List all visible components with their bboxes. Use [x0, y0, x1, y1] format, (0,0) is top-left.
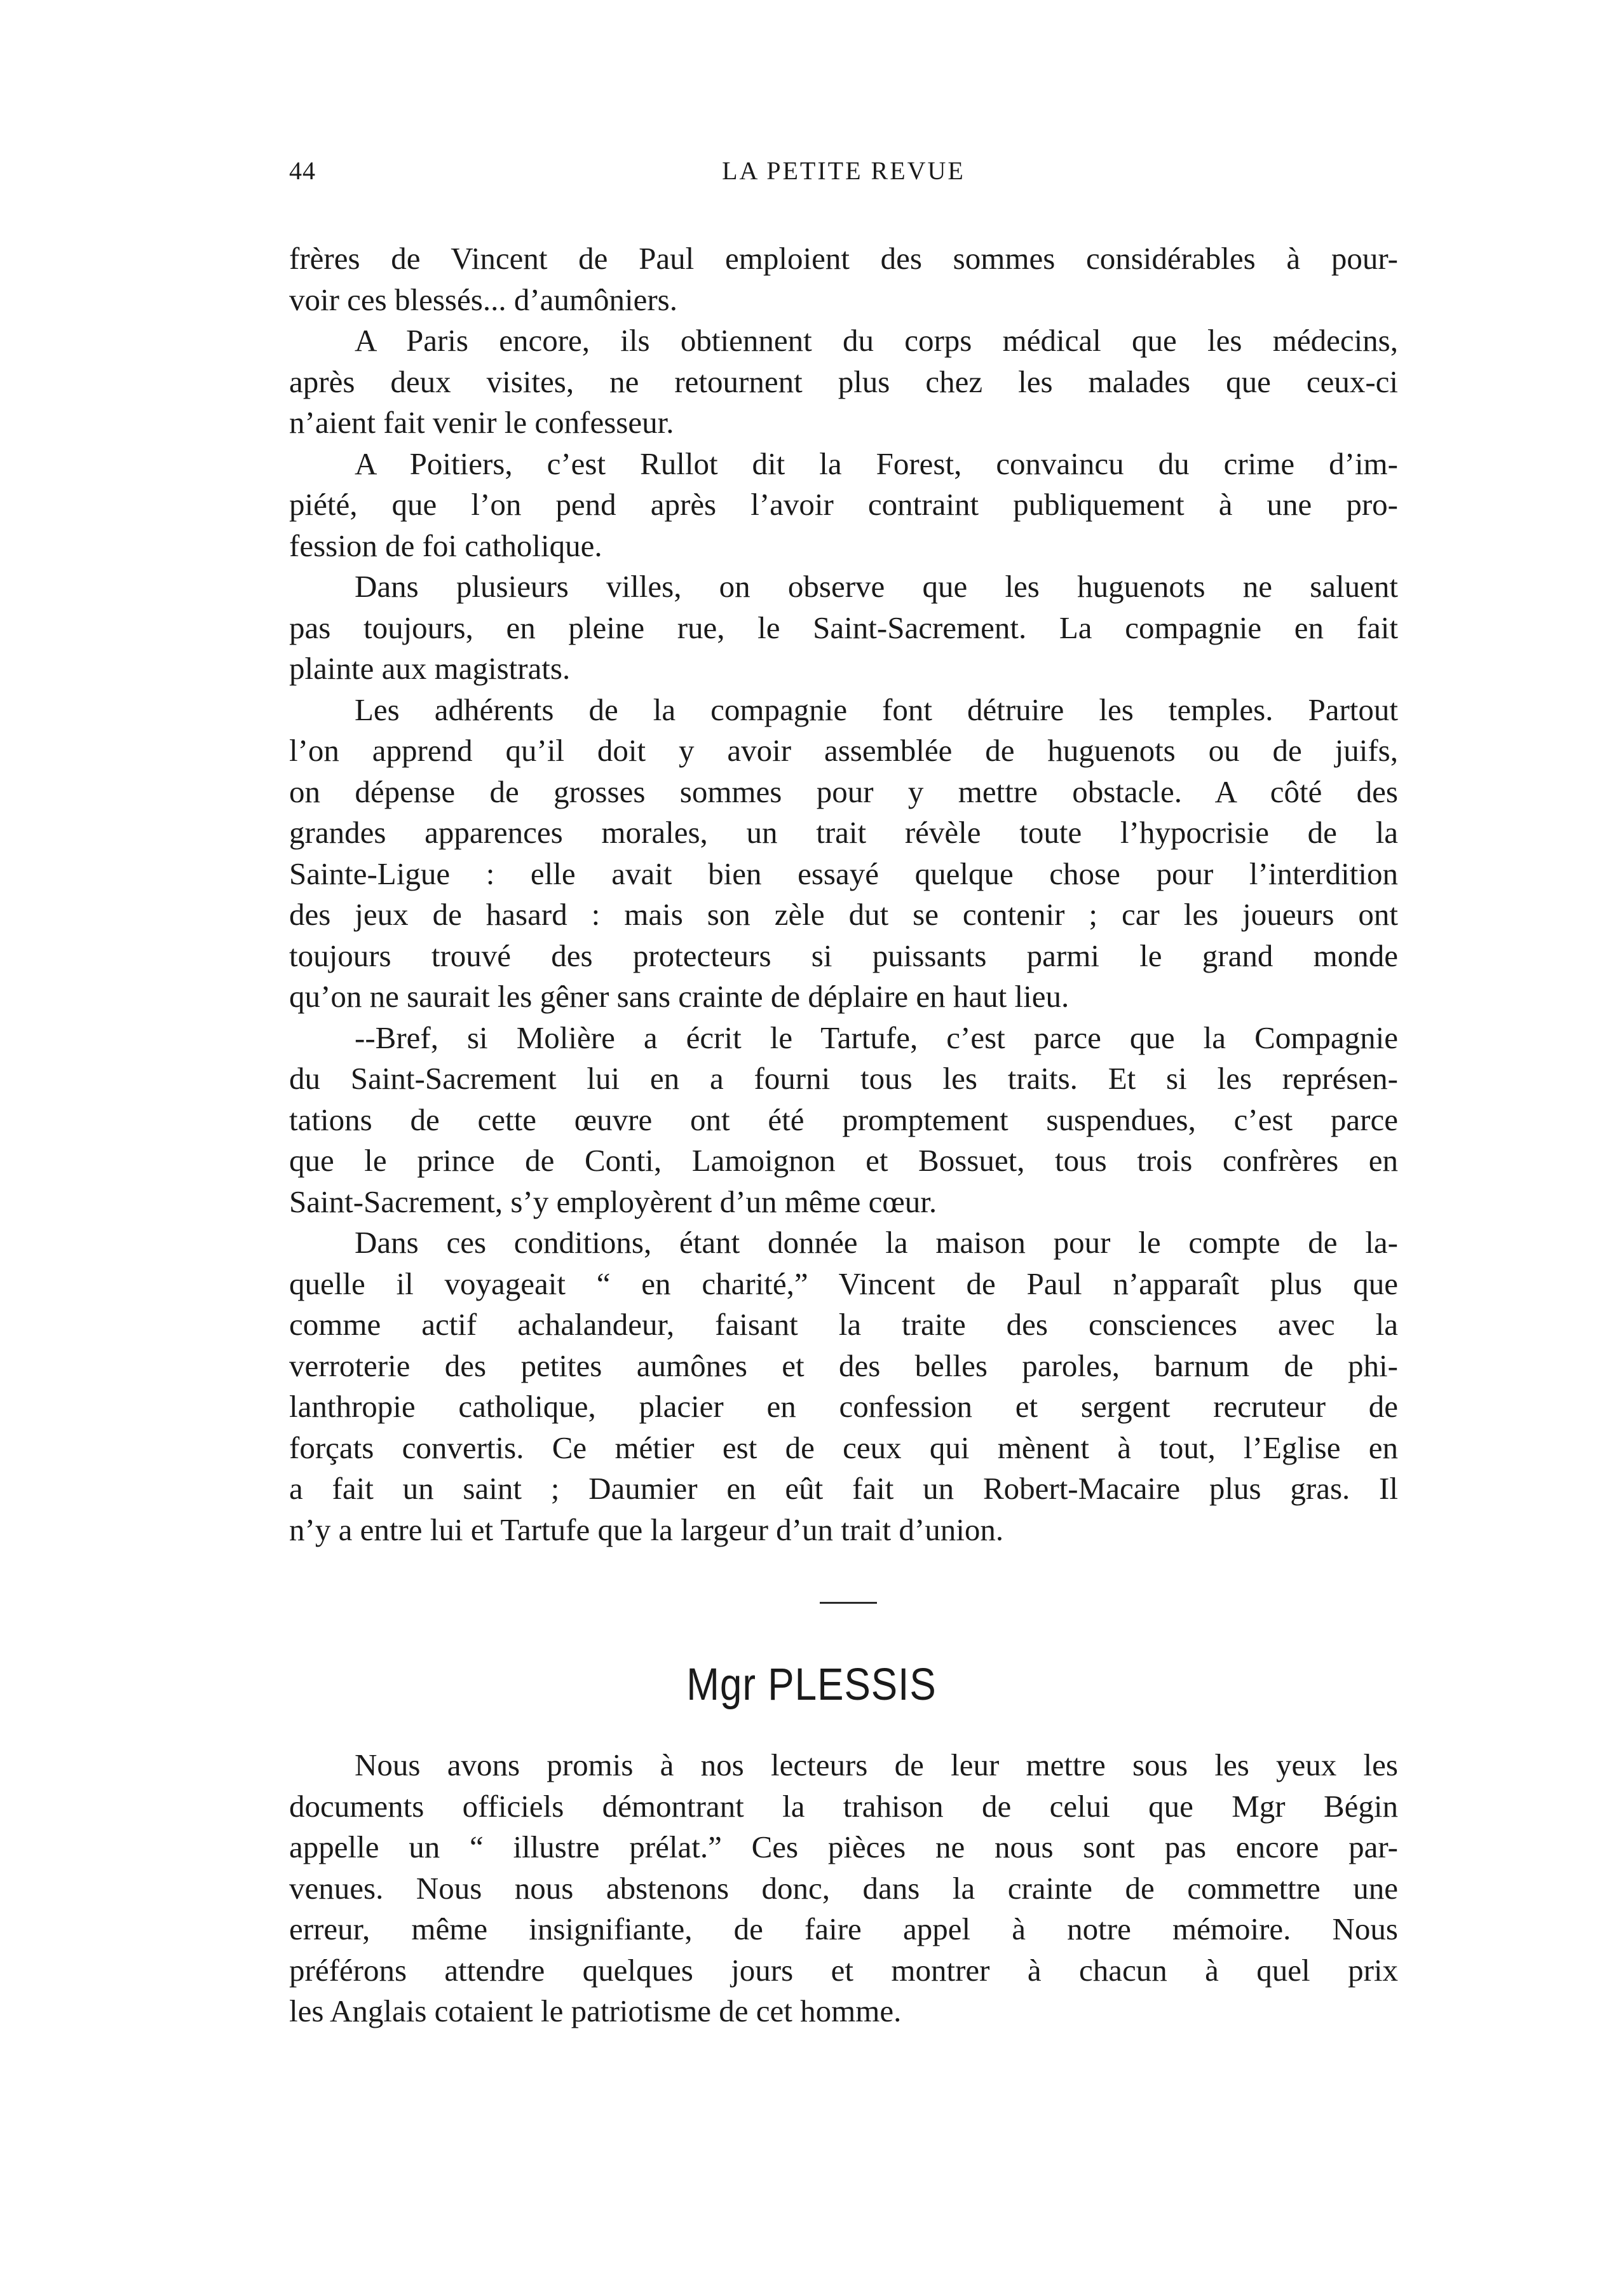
text-line: plainte aux magistrats.	[289, 651, 571, 686]
section-separator	[820, 1602, 877, 1604]
text-line: qu’on ne saurait les gêner sans crainte de déplaire en haut lieu.	[289, 979, 1070, 1014]
text-line: Saint-Sacrement, s’y employèrent d’un même cœur.	[289, 1184, 937, 1219]
text-line: lanthropie catholique, placier en confession et sergent recruteur de	[289, 1389, 1398, 1424]
text-line: les Anglais cotaient le patriotisme de cet homme.	[289, 1993, 902, 2028]
article-body	[289, 238, 1398, 1550]
text-line: quelle il voyageait “ en charité,” Vincent de Paul n’apparaît plus que	[289, 1266, 1398, 1301]
text-line: appelle un “ illustre prélat.” Ces pièces ne nous sont pas encore par-	[289, 1829, 1398, 1864]
text-line: --Bref, si Molière a écrit le Tartufe, c’est parce que la Compagnie	[355, 1020, 1398, 1055]
text-line: Nous avons promis à nos lecteurs de leur mettre sous les yeux les	[355, 1747, 1398, 1782]
text-line: piété, que l’on pend après l’avoir contraint publiquement à une pro-	[289, 487, 1398, 522]
text-line: erreur, même insignifiante, de faire appel à notre mémoire. Nous	[289, 1911, 1398, 1946]
text-line: grandes apparences morales, un trait révèle toute l’hypocrisie de la	[289, 815, 1398, 850]
text-line: comme actif achalandeur, faisant la traite des consciences avec la	[289, 1307, 1398, 1342]
text-line: du Saint-Sacrement lui en a fourni tous les traits. Et si les représen-	[289, 1061, 1398, 1096]
section-title: Mgr PLESSIS	[686, 1659, 937, 1711]
text-line: que le prince de Conti, Lamoignon et Bossuet, tous trois confrères en	[289, 1143, 1398, 1178]
text-line: n’y a entre lui et Tartufe que la largeur d’un trait d’union.	[289, 1512, 1004, 1547]
page-header	[289, 156, 1398, 194]
text-line: Dans plusieurs villes, on observe que les huguenots ne saluent	[355, 569, 1398, 604]
text-line: a fait un saint ; Daumier en eût fait un Robert-Macaire plus gras. Il	[289, 1471, 1398, 1506]
text-line: verroterie des petites aumônes et des belles paroles, barnum de phi-	[289, 1348, 1398, 1383]
text-line: A Paris encore, ils obtiennent du corps médical que les médecins,	[355, 323, 1398, 358]
section-body	[289, 1745, 1398, 2032]
page-number: 44	[289, 156, 316, 185]
text-line: voir ces blessés... d’aumôniers.	[289, 282, 677, 317]
running-head: LA PETITE REVUE	[722, 156, 965, 185]
text-line: Sainte-Ligue : elle avait bien essayé quelque chose pour l’interdition	[289, 856, 1398, 891]
text-line: préférons attendre quelques jours et montrer à chacun à quel prix	[289, 1952, 1398, 1988]
text-line: tations de cette œuvre ont été promptement suspendues, c’est parce	[289, 1102, 1398, 1137]
text-line: l’on apprend qu’il doit y avoir assemblée de huguenots ou de juifs,	[289, 733, 1398, 768]
text-line: Les adhérents de la compagnie font détruire les temples. Partout	[355, 692, 1398, 727]
text-line: forçats convertis. Ce métier est de ceux qui mènent à tout, l’Eglise en	[289, 1430, 1398, 1465]
text-line: Dans ces conditions, étant donnée la maison pour le compte de la-	[355, 1225, 1398, 1260]
text-line: des jeux de hasard : mais son zèle dut se contenir ; car les joueurs ont	[289, 897, 1398, 932]
text-line: n’aient fait venir le confesseur.	[289, 405, 674, 440]
text-line: A Poitiers, c’est Rullot dit la Forest, convaincu du crime d’im-	[355, 446, 1398, 481]
text-line: pas toujours, en pleine rue, le Saint-Sacrement. La compagnie en fait	[289, 610, 1398, 645]
text-line: on dépense de grosses sommes pour y mettre obstacle. A côté des	[289, 774, 1398, 809]
text-line: venues. Nous nous abstenons donc, dans la crainte de commettre une	[289, 1870, 1398, 1906]
text-line: après deux visites, ne retournent plus chez les malades que ceux-ci	[289, 364, 1398, 399]
text-line: documents officiels démontrant la trahison de celui que Mgr Bégin	[289, 1788, 1398, 1824]
text-line: toujours trouvé des protecteurs si puissants parmi le grand monde	[289, 938, 1398, 973]
text-line: frères de Vincent de Paul emploient des sommes considérables à pour-	[289, 241, 1398, 276]
text-line: fession de foi catholique.	[289, 528, 602, 563]
